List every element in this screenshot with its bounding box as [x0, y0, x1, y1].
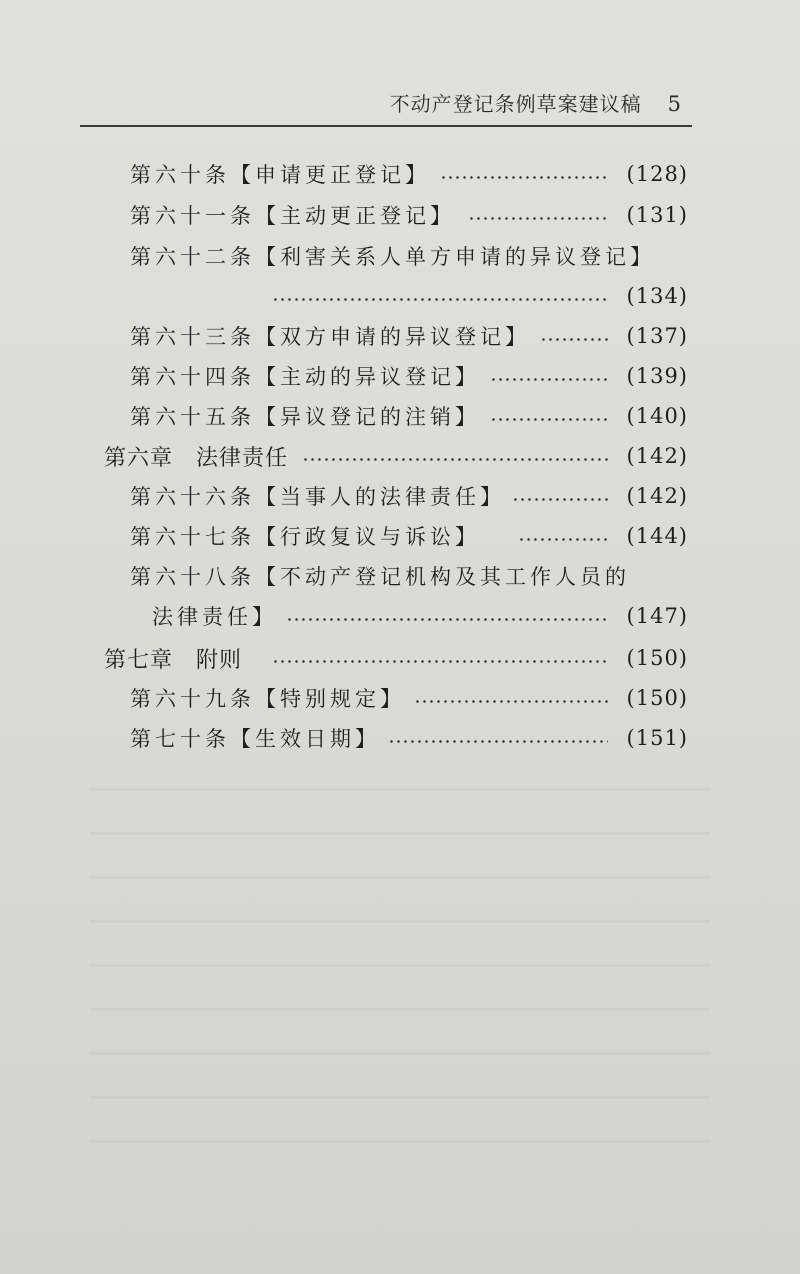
leader-dots	[286, 618, 608, 621]
toc-row	[0, 356, 800, 396]
toc-page-ref: (150)	[626, 646, 688, 670]
toc-entry-title: 法律责任】	[152, 605, 277, 629]
toc-entry-title: 第七十条【生效日期】	[130, 727, 380, 751]
toc-page-ref: (131)	[626, 203, 688, 227]
toc-row	[0, 718, 800, 758]
toc-row	[0, 516, 800, 556]
leader-dots	[512, 498, 608, 501]
header-rule	[80, 125, 692, 127]
leader-dots	[272, 660, 608, 663]
toc-entry-title: 第六十三条【双方申请的异议登记】	[130, 325, 530, 349]
leader-dots	[414, 700, 608, 703]
toc-chapter-title: 第七章 附则	[104, 647, 243, 673]
toc-page-ref: (134)	[626, 284, 688, 308]
leader-dots	[272, 298, 608, 301]
leader-dots	[518, 538, 608, 541]
toc-page-ref: (147)	[626, 604, 688, 628]
toc-row	[0, 596, 800, 636]
toc-page-ref: (151)	[626, 726, 688, 750]
toc-entry-title: 第六十九条【特别规定】	[130, 687, 405, 711]
leader-dots	[440, 176, 608, 179]
toc-entry-title: 第六十六条【当事人的法律责任】	[130, 485, 505, 509]
page-number: 5	[667, 92, 682, 116]
toc-page-ref: (139)	[626, 364, 688, 388]
leader-dots	[490, 378, 608, 381]
toc-chapter-row	[0, 436, 800, 476]
leader-dots	[302, 458, 608, 461]
toc-row	[0, 316, 800, 356]
toc-page-ref: (150)	[626, 686, 688, 710]
toc-row	[0, 154, 800, 194]
toc-row	[0, 476, 800, 516]
toc-page-ref: (142)	[626, 484, 688, 508]
toc-entry-title: 第六十一条【主动更正登记】	[130, 204, 455, 228]
toc-page-ref: (137)	[626, 324, 688, 348]
leader-dots	[490, 418, 608, 421]
toc-entry-title: 第六十五条【异议登记的注销】	[130, 405, 480, 429]
toc-entry-title: 第六十七条【行政复议与诉讼】	[130, 525, 480, 549]
toc-chapter-row	[0, 638, 800, 678]
toc-row	[0, 556, 800, 596]
running-header	[390, 88, 682, 117]
toc-row	[0, 195, 800, 235]
book-title: 不动产登记条例草案建议稿	[389, 92, 642, 116]
leader-dots	[468, 217, 608, 220]
leader-dots	[388, 740, 608, 743]
toc-entry-title: 第六十四条【主动的异议登记】	[130, 365, 480, 389]
toc-entry-title: 第六十二条【利害关系人单方申请的异议登记】	[130, 245, 655, 269]
show-through-texture	[90, 760, 710, 1180]
toc-row	[0, 678, 800, 718]
toc-entry-title: 第六十条【申请更正登记】	[130, 163, 430, 187]
toc-row	[0, 276, 800, 316]
toc-chapter-title: 第六章 法律责任	[104, 445, 289, 471]
toc-entry-title: 第六十八条【不动产登记机构及其工作人员的	[130, 565, 630, 589]
toc-page-ref: (142)	[626, 444, 688, 468]
toc-row	[0, 236, 800, 276]
toc-row	[0, 396, 800, 436]
toc-page-ref: (144)	[626, 524, 688, 548]
toc-page-ref: (140)	[626, 404, 688, 428]
leader-dots	[540, 338, 608, 341]
toc-page-ref: (128)	[626, 162, 688, 186]
